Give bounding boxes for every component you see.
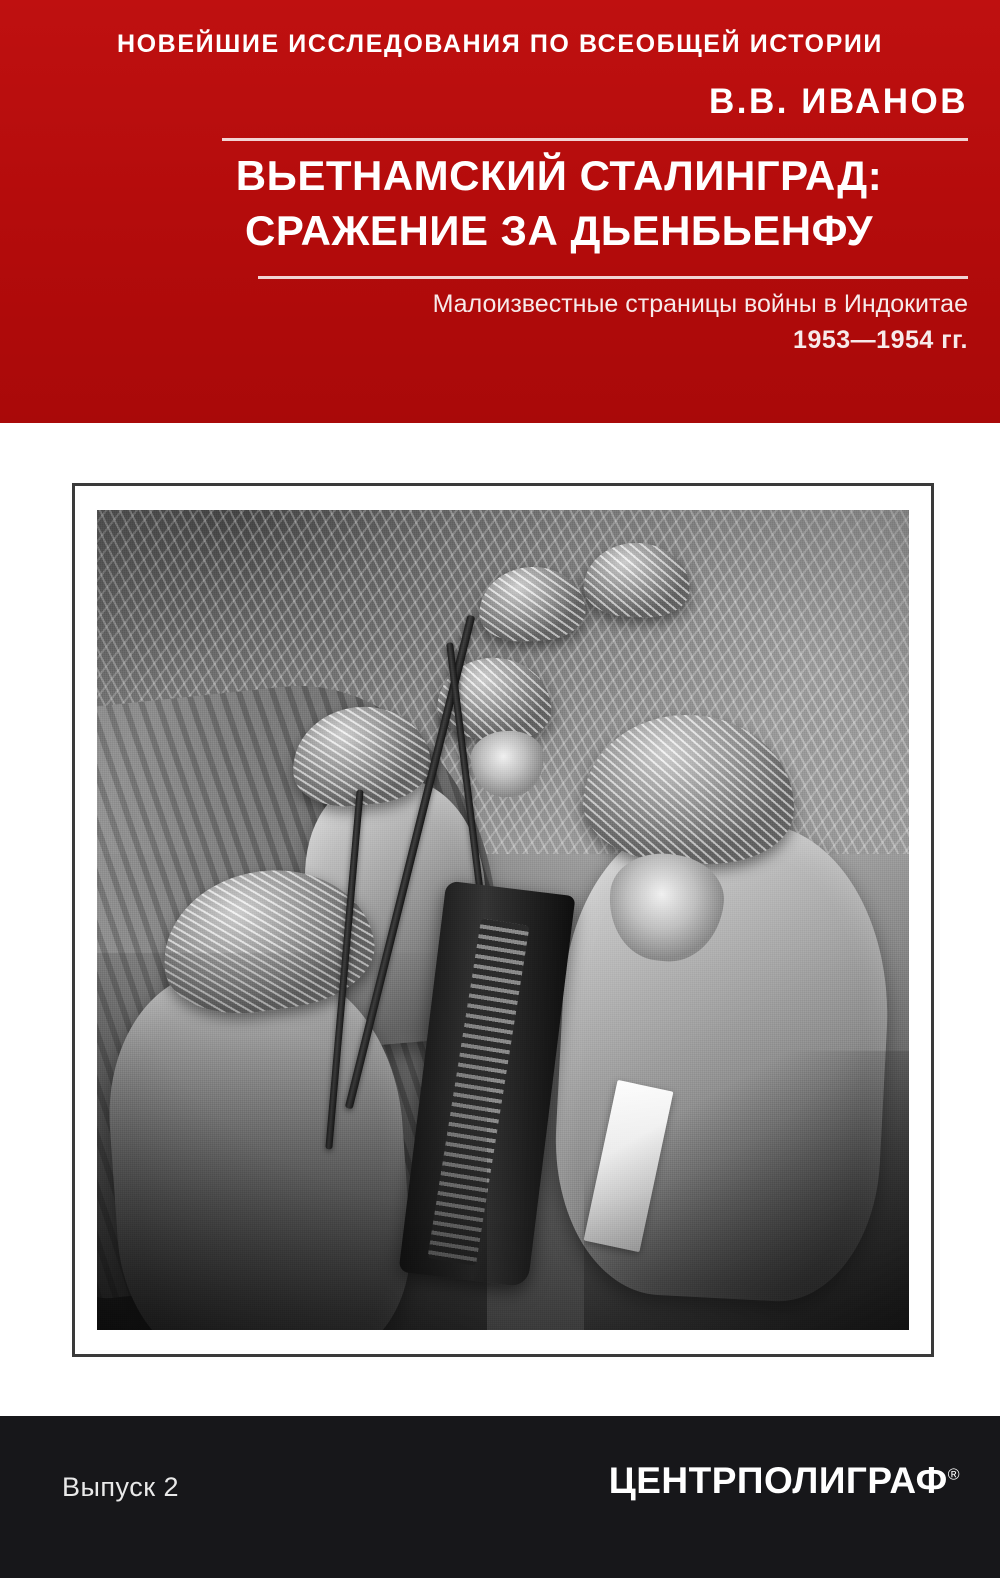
cover-photo-frame [72, 483, 934, 1357]
bottom-black-band [0, 1416, 1000, 1578]
title-line-1: ВЬЕТНАМСКИЙ СТАЛИНГРАД: [235, 152, 883, 199]
subtitle-text: Малоизвестные страницы войны в Индокитае [432, 290, 968, 318]
title-line-2: СРАЖЕНИЕ ЗА ДЬЕНБЬЕНФУ [244, 207, 874, 255]
top-red-band [0, 0, 1000, 423]
registered-trademark-icon: ® [947, 1466, 960, 1484]
series-title: НОВЕЙШИЕ ИССЛЕДОВАНИЯ ПО ВСЕОБЩЕЙ ИСТОРИИ [116, 30, 883, 58]
subtitle [300, 286, 968, 359]
page-title [150, 148, 968, 259]
author-name: В.В. ИВАНОВ [709, 82, 968, 121]
cover-photograph [97, 510, 909, 1330]
publisher-logo [609, 1460, 960, 1502]
photo-vignette [97, 510, 909, 1330]
publisher-name: ЦЕНТРПОЛИГРАФ [608, 1460, 948, 1501]
title-divider-bottom [258, 276, 968, 279]
subtitle-years: 1953—1954 гг. [793, 326, 968, 355]
title-divider-top [222, 138, 968, 141]
issue-label: Выпуск 2 [62, 1472, 180, 1502]
